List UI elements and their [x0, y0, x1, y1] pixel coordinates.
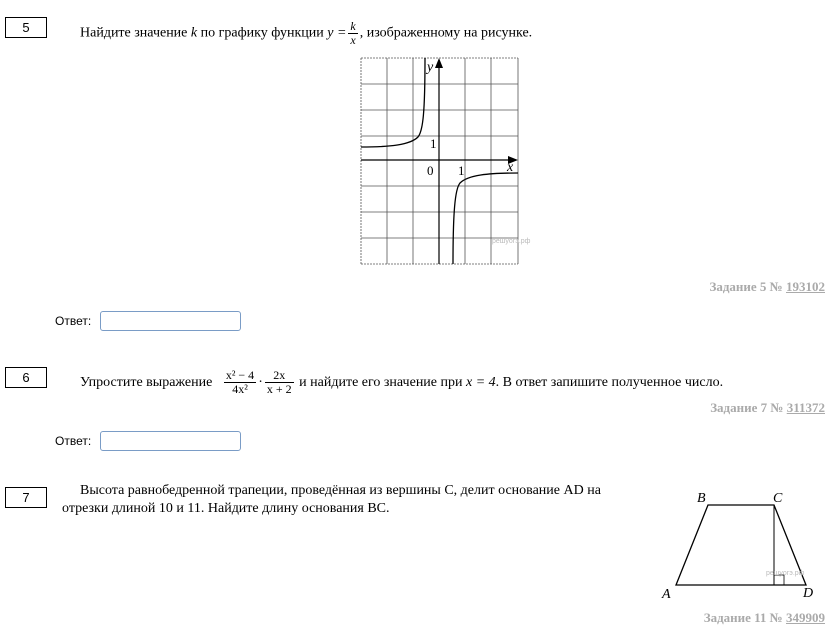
question-number-7: 7	[5, 487, 47, 508]
vertex-b-label: B	[697, 491, 706, 506]
question-6-text	[80, 366, 723, 400]
q6-f2-bot: x + 2	[266, 382, 292, 397]
hyperbola-graph	[360, 57, 531, 267]
answer-input-5[interactable]	[100, 311, 241, 331]
task-link-311372[interactable]: 311372	[786, 400, 825, 415]
question-5-text	[80, 20, 532, 47]
figure-watermark: решуогэ.рф	[766, 570, 805, 577]
task-ref-11-label: Задание 11 №	[703, 610, 786, 625]
hyperbola-branch-left	[361, 58, 425, 147]
q5-var-k: k	[190, 25, 198, 41]
q6-dot: ·	[258, 375, 263, 390]
vertex-d-label: D	[803, 586, 814, 601]
q5-text-mid: по графику функции	[197, 25, 328, 41]
question-number-5: 5	[5, 17, 47, 38]
q5-fraction	[348, 20, 357, 47]
q6-text-before: Упростите выражение	[80, 375, 213, 390]
task-link-193102[interactable]: 193102	[786, 279, 825, 294]
x-axis-label: x	[507, 160, 514, 175]
q6-text-end: . В ответ запишите полученное число.	[495, 375, 724, 390]
y-axis-arrow	[435, 58, 443, 68]
q5-func-y: y =	[327, 25, 347, 41]
unit-y-label: 1	[430, 136, 437, 151]
question-7-line-2: отрезки длиной 10 и 11. Найдите длину основания BC.	[62, 501, 390, 516]
question-7-line-1: Высота равнобедренной трапеции, проведённая из вершины C, делит основание AD на	[80, 483, 601, 498]
q5-text-after: , изображенному на рисунке.	[359, 25, 533, 41]
q6-f1-bot: 4x²	[232, 382, 248, 397]
origin-label: 0	[427, 163, 434, 178]
answer-label-6: Ответ:	[55, 434, 92, 448]
task-ref-7	[710, 400, 825, 416]
task-ref-7-label: Задание 7 №	[710, 400, 787, 415]
task-ref-5	[709, 279, 825, 295]
task-link-349909[interactable]: 349909	[786, 610, 825, 625]
answer-input-6[interactable]	[100, 431, 241, 451]
task-ref-11	[704, 610, 825, 626]
q6-f2-top: 2x	[265, 369, 294, 383]
q6-text-after: и найдите его значение при	[295, 375, 466, 390]
hyperbola-branch-right	[453, 173, 518, 264]
question-number-6: 6	[5, 367, 47, 388]
q6-condition: x = 4	[466, 375, 496, 390]
q6-fraction-2	[265, 369, 294, 396]
y-axis-label: y	[427, 60, 434, 75]
task-ref-5-label: Задание 5 №	[709, 279, 786, 294]
unit-x-label: 1	[458, 163, 465, 178]
answer-label-5: Ответ:	[55, 314, 92, 328]
q5-text-before: Найдите значение	[80, 25, 191, 41]
trapezoid-figure	[660, 486, 825, 604]
q6-fraction-1	[224, 369, 256, 396]
vertex-c-label: C	[773, 491, 783, 506]
q6-f1-top: x² − 4	[225, 368, 255, 383]
vertex-a-label: A	[662, 587, 671, 602]
q5-frac-bot: x	[350, 33, 356, 47]
graph-watermark: решуогэ.рф	[492, 238, 531, 245]
q5-frac-top: k	[350, 19, 356, 33]
